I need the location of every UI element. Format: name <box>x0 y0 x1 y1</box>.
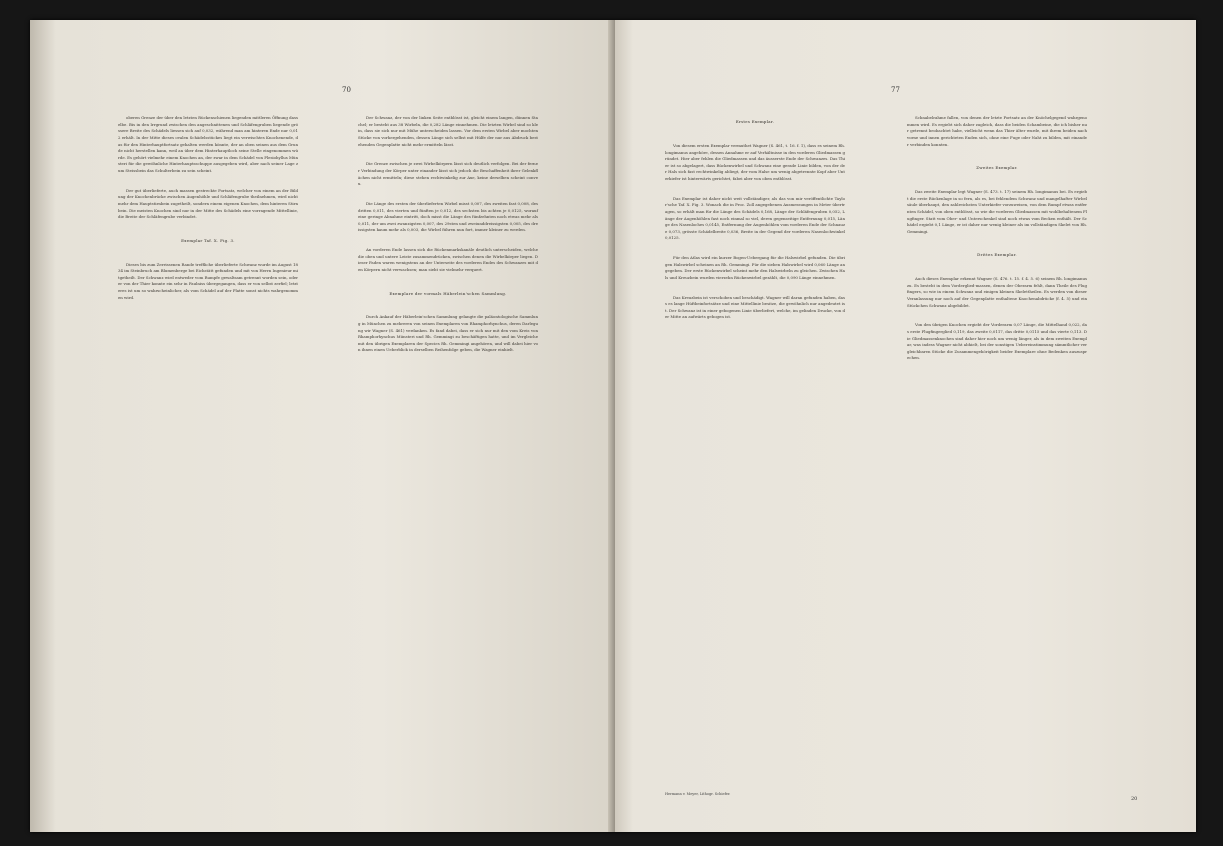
paragraph: Durch Ankauf der Häberlein'schen Sammlung gelangte die paläontologische Sammlung in München zu mehreren von seinen Exemplaren von Rhamphorhynchus, deren Darlegung wir Wagner (S. 461) verdanken. Es fand dabei, dass er sich nur mit den vom Kreis von Rhamphorhynchus Münsteri und Rh. Gemmingi zu beschäftigen hatte, und im Vergleiche mit den übrigen Exemplaren der Species Rh. Gemmingi angehören, und will dabei hier von ihnen einen Ueberblick in derselben Reihenfolge geben, die Wagner einhielt. <box>358 314 540 353</box>
section-heading: Drittes Exemplar. <box>977 252 1017 258</box>
sheet-number: 20 <box>1131 796 1138 802</box>
paragraph: Die Grenze zwischen je zwei Wirbelkörpern lässt sich deutlich verfolgen. Bei der ferner Verbindung der Körper unter einander lässt sich jedoch die Beschaffenheit ihrer Gelenkflächen nicht ermitteln; diese stehen rechtwinkelig zur Axe, keine derselben scheint convex. <box>358 161 538 187</box>
paragraph: An vorderen Ende lassen sich die Rückenmarkskanäle deutlich unterscheiden, welche die oben und untere Leiste zusammendrücken, zwischen denen die Wirbelkörper liegen. Dieser Faden waren wenigstens an der Unterseite des vorderen Endes des Schwanzes mit den Körpern nicht verwachsen; man sieht sie vielmehr verquert. <box>358 247 540 272</box>
paragraph: Das Exemplar ist daher nicht weit vollständiger, als das von mir veröffentlichte Taylor'sche Taf. X. Fig. 3. Wonach die in Proc. Zoll angegebenen Ausmessungen in Meter übertragen, so erhält man für die Länge des Schädels 0,168, Länge der Schläfengruben 0,052, Länge der Augenhöhlen fast noch einmal so viel, deren gegenseitige Entfernung 0,015, Länge des Nasenloches 0,0145, Entfernung der Augenhöhlen vom vorderen Ende der Schnauze 0,073, grösste Schädelbreite 0,036, Breite in der Gegend der vorderen Nasenlochwinkel 0,0125. <box>665 195 847 241</box>
left-column-2 <box>358 102 538 367</box>
paragraph: Schnabelrahme fallen, von denen der letzte Fortsatz an der Knöchelgegend wahrgenommen wird. Es ergiebt sich daher zugleich, dass die beiden Schambeine, die ich bisher nur getrennt beobachtet habe, vielleicht wenn das Thier älter wurde, mit ihrem beiden nach vorne und innen gerichteten Enden sich, ohne eine Fuge oder Naht zu bilden, mit einander verbinden konnten. <box>907 115 1089 147</box>
book-spread <box>30 20 1196 832</box>
right-page-number: 77 <box>891 86 900 94</box>
paragraph: Von den übrigen Knochen ergiebt der Vorderarm 0,07 Länge, die Mittelhand 0,022, das erste Flugfingerglied 0,119, das zweite 0,0117, das dritte 0,0115 und das vierte 0,113. Die Gliedmassenknochen sind daher hier noch um wenig länger, als in dem zweiten Exemplar, was indess Wagner nicht abhielt, bei der sonstigen Uebereinstimmung sämmtlicher vergleichbaren Stücke die Zusammengehörigkeit beider Exemplare ohne Bedenken auszusprechen. <box>907 322 1087 361</box>
paragraph: Das zweite Exemplar legt Wagner (S. 473. t. 17) seinem Rh. longimanus bei. Es ergiebt die erste Rückenlage in so fern, als es, bei fehlendem Schwanz und mangelhafter Wirbelsäule überhaupt, den zahlreichsten Unterkiefer vorzuweisen, von dem Rumpf etwas entfernten Schädel, von oben entblösst, so wie die vorderen Gliedmassen mit wohlbehaltenem Flugfinger. Statt vom Ober- und Unterschenkel sind noch etwas vom Becken enthält. Der Schädel ergiebt 0,1 Länge, er ist daher nur wenig kleiner als im vollständigen Skelet von Rh. Gemmingi. <box>907 189 1089 234</box>
printer-footer: Hermann v. Meyer, Lithogr. Schiefer. <box>665 792 731 796</box>
paragraph: Der gut überlieferte, auch massen gestreckte Fortsatz, welcher von einem an der Bildung der Knochenbrücke zwischen Augenhöhle und Schläfengrube theilnehmen, wird nicht mehr dem Hauptstirnbein zugetheilt, sondern einem eigenen Knochen, dem hinteren Stirnbein. Die meisten Knochen sind nur in der Mitte des Schädels eine vorragende Mittellinie, die Breite der Schläfengrube verbindet. <box>118 187 300 220</box>
right-page <box>615 20 1196 832</box>
paragraph: oberen Grenze der über den letzten Rückenschienen liegenden mittleren Öffnung dasselbe. Bis in den Irrgrund zwischen den angeschnittenen und Schläfengruben liegende grössere Breite des Schädels liessen sich auf 0,032, während man am hinteren Ende nur 0,012 erhält. In der Mitte dieses ovalen Schädelsstückes liegt ein verwischtes Knochenende, das für den Hinterhauptfortsatz gehalten werden könnte, der an oben seinen aus dem Grunde nicht herstellen kann, weil an über dem Hinterhauptloch seine Stelle eingenommen würde. Es gehört vielmehr einem Knochen an, der zwar in dem Schädel von Plesiohyllus Münsteri für die gewöhnliche Hinterhauptsschuppe ausgegeben wird, aber nach seiner Lage zum Steissbein das Schulterbein zu sein scheint. <box>118 115 298 173</box>
paragraph: Dieses bis zum Zerrissenen Rande treffliche überlieferte Schwanz wurde im August 1834 im Steinbruch am Blumenberge bei Eichstätt gefunden und mit von Herrn Ingenieur mitgetheilt. Der Schwanz wird entweder vom Rumpfe gewaltsam getrennt worden sein, oder er von der Thier konnte ein sehr in Faulniss übergegangen, dass er von selbst zerfiel; letzteres ist um so wahrscheinlicher, als vom Schädel auf der Platte sonst nichts wahrgenommen wird. <box>118 261 300 300</box>
left-page <box>30 20 615 832</box>
left-column-1 <box>118 102 298 314</box>
right-column-1 <box>665 102 845 334</box>
paragraph: Der Schwanz, der von der linken Seite entblösst ist, gleicht einem langen, dünnen Stachel; er besteht aus 38 Wirbeln, die 0,282 Länge einnehmen. Die letzten Wirbel sind so klein, dass sie sich nur mit Mühe unterscheiden lassen. Vor dem ersten Wirbel aber mochten Stücke von vorhergehenden, dessen Länge sich selbst mit Hülfe der nur aus Abdruck bestehenden Gegenplatte nicht mehr ermitteln lässt. <box>358 115 540 147</box>
section-heading: Exemplar Taf. X. Fig. 3. <box>181 237 235 243</box>
paragraph: Die Länge des ersten der überlieferten Wirbel misst 0,007, des zweiten fast 0,008, des dritten 0,011, des vierten und fünften je 0,012, des sechsten bis achten je 0,0125, worauf eine geringe Abnahme eintritt, doch misst die Länge des fünfzehnten noch etwas mehr als 0,011, der um zwei zwanzigsten 0,007, des 29sten und zweiunddreissigsten 0,005, des dreissigsten kaum mehr als 0,003, die Wirbel führen nun fort, immer kleiner zu werden. <box>358 200 540 233</box>
left-page-number: 70 <box>342 86 351 94</box>
paragraph: Das Kreuzbein ist verschoben und beschädigt. Wagner will daran gefunden haben, dass es lange Hüftbeinfortsätze und eine Mittellinie besitze, die gewöhnlich nur angedeutet ist. Der Schwanz ist in einer gebogenen Linie überliefert, welche, im gelinden Drucke, von der Mitte an aufwärts gebogen ist. <box>665 294 845 320</box>
section-heading: Exemplare der vormals Häberlein'schen Sammlung. <box>389 290 507 296</box>
section-heading: Erstes Exemplar. <box>735 119 775 125</box>
right-column-2 <box>907 102 1087 375</box>
paragraph: Für den Atlas wird ein kurzer Bogen-Uebergang für die Halswirbel gefunden. Die übrigen Halswirbel scheinen an Rh. Gemmingi. Für die sieben Halswirbel wird 0,060 Länge angegeben. Der erste Rückenwirbel scheint mehr den Halswirbeln zu gleichen. Zwischen Hals und Kreuzbein wurden vierzehn Rückenwirbel gezählt, die 0,090 Länge einnehmen. <box>665 255 845 280</box>
section-heading: Zweites Exemplar. <box>976 165 1018 171</box>
paragraph: Auch dieses Exemplar erkennt Wagner (S. 476. t. 15. f. 4. 5. 6) seinem Rh. longimanus zu. Es besteht in dem Vorderglied-massen, denen der Oberarm fehlt, dann Theile des Flugfingers, so wie in einem Schwanz und einigen kleinen Skelettheilen. Es werden von dieser Veranlassung nur noch auf der Gegenplatte enthaltene Knochenabdrücke (f. 4. 5) und ein Stückchen Schwanz abgebildet. <box>907 276 1089 308</box>
paragraph: Von diesem ersten Exemplar vermuthet Wagner (S. 461, t. 16. f. 1), dass es seinem Rh. longimanus angehöre, dessen Annahme er auf Verhältnisse in den vorderen Gliedmassen gründet. Hier aber fehlen die Gliedmassen und das äusserste Ende der Schwanzes. Das Thier ist so abgelagert, dass Rückenwirbel und Schwanz eine gerade Linie bilden, von der der Hals sich fast rechtwinkelig abliegt, der vom Halse um wenig abgetrennte Kopf aber Unterkiefer ist hinterwärts gerichtet, fabei aber von oben entblösst. <box>665 142 847 181</box>
